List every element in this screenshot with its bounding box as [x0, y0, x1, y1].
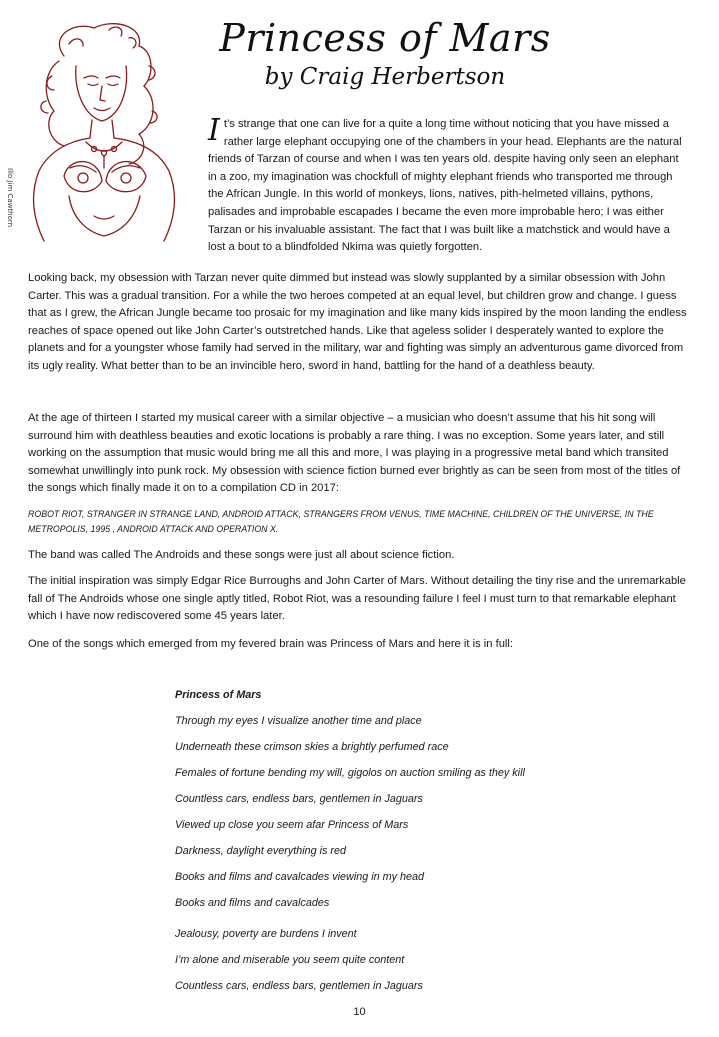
intro-text: t’s strange that one can live for a quite a long time without noticing that you have missed a rather large elephant occupying one of the chambers in your head. Elephants are the natural friends of Tarzan of course and when I was ten years old. despite having only seen an elephant in a zoo, my imagination was chockfull of mighty elephant friends who transported me through the African Jungle. In this world of monkeys, lions, natives, pith-helmeted villains, pythons, palisades and improbable escapades I became the even more improbable hero; I was either Tarzan or his invaluable assistant. The fact that I was built like a matchstick and would have a lost a bout to a blindfolded Nkima was quietly forgotten.: [208, 118, 682, 254]
article-byline: by Craig Herbertson: [264, 64, 506, 90]
intro-paragraph: [208, 113, 686, 257]
princess-illustration: [14, 16, 199, 246]
lyric-line: Darkness, daylight everything is red: [175, 845, 347, 857]
lyric-line: Books and films and cavalcades viewing in my head: [175, 871, 425, 883]
drop-cap: I: [208, 113, 220, 148]
song-list: ROBOT RIOT, STRANGER IN STRANGE LAND, ANDROID ATTACK, STRANGERS FROM VENUS, TIME MACHINE, CHILDREN OF THE UNIVERSE, IN THE METROPOLIS, 1995 , ANDROID ATTACK AND OPERATION X.: [28, 509, 654, 534]
song-lyrics: [175, 687, 675, 1004]
body-paragraph: The band was called The Androids and these songs were just all about science fiction.: [28, 549, 455, 561]
lyric-line: Countless cars, endless bars, gentlemen in Jaguars: [175, 980, 423, 992]
lyric-line: Viewed up close you seem afar Princess of Mars: [175, 819, 409, 831]
lyric-line: Underneath these crimson skies a brightly perfumed race: [175, 741, 449, 753]
body-paragraph: At the age of thirteen I started my musical career with a similar objective – a musician who doesn’t assume that his hit song will surround him with deathless beauties and exotic locations is probably a rare thing. I was no exception. Some years later, and still working on the assumption that music would bring me all this and more, I was playing in a progressive metal band which transited somewhat unwillingly into punk rock. My obsession with science fiction burned ever brightly as can be seen from most of the titles of the songs which finally made it on to a compilation CD in 2017:: [28, 412, 681, 495]
lyrics-title: Princess of Mars: [175, 689, 262, 701]
article-title: Princess of Mars: [219, 16, 551, 60]
lyric-line: Through my eyes I visualize another time and place: [175, 715, 422, 727]
lyric-line: I’m alone and miserable you seem quite content: [175, 954, 405, 966]
lyric-line: Countless cars, endless bars, gentlemen in Jaguars: [175, 793, 423, 805]
lyric-line: Books and films and cavalcades: [175, 897, 330, 909]
body-paragraph: The initial inspiration was simply Edgar Rice Burroughs and John Carter of Mars. Without detailing the tiny rise and the unremarkable fall of The Androids whose one single aptly titled, Robot Riot, was a resounding failure I feel I must turn to that remarkable elephant which I have now rediscovered some 45 years later.: [28, 575, 686, 623]
lyric-line: Females of fortune bending my will, gigolos on auction smiling as they kill: [175, 767, 525, 779]
illustration-credit: Illo Jim Cawthorn: [6, 168, 14, 228]
page-number: 10: [353, 1006, 366, 1018]
lyric-line: Jealousy, poverty are burdens I invent: [175, 928, 357, 940]
body-paragraph: One of the songs which emerged from my fevered brain was Princess of Mars and here it is in full:: [28, 638, 514, 650]
body-paragraph: Looking back, my obsession with Tarzan never quite dimmed but instead was slowly supplanted by a similar obsession with John Carter. This was a gradual transition. For a while the two heroes competed at an equal level, but children grow and change. I guess that as I grew, the African Jungle became too prosaic for my imagination and like many kids inspired by the moon landing the endless reaches of space opened out like John Carter’s outstretched hands. Like that ageless solider I desperately wanted to explore the planets and for a youngster whose family had served in the military, war and fighting was simply an adventurous game divorced from its ugly reality. What better than to be an invincible hero, sword in hand, battling for the hand of a deathless beauty.: [28, 272, 687, 372]
